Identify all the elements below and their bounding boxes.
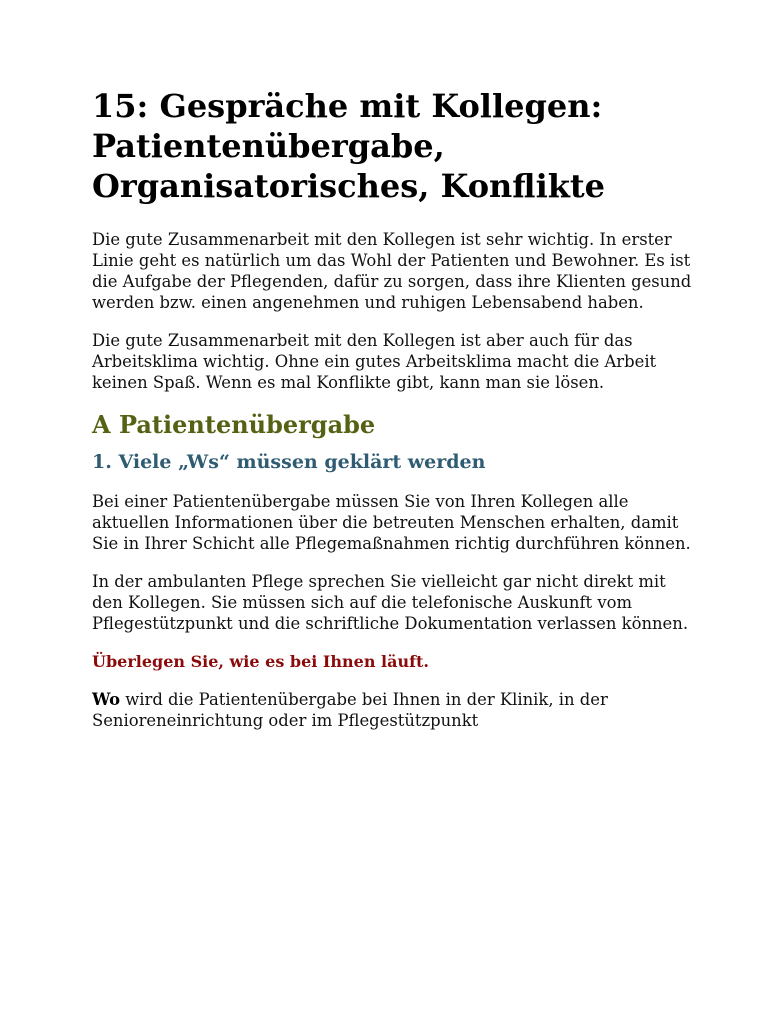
section-paragraph-1: Bei einer Patientenübergabe müssen Sie von Ihren Kollegen alle aktuellen Informationen über die betreuten Menschen erhalten, damit Sie in Ihrer Schicht alle Pflegemaßnahmen richtig durchführen können. [92, 492, 691, 553]
question-text: wird die Patientenübergabe bei Ihnen in der Klinik, in der Senioreneinrichtung oder im Pflegestützpunkt [92, 690, 608, 730]
subsection-heading: 1. Viele „Ws“ müssen geklärt werden [92, 451, 486, 473]
question-lead-word: Wo [92, 690, 121, 709]
task-instruction: Überlegen Sie, wie es bei Ihnen läuft. [92, 652, 429, 671]
intro-paragraph-1: Die gute Zusammenarbeit mit den Kollegen ist sehr wichtig. In erster Linie geht es natürlich um das Wohl der Patienten und Bewohner. Es ist die Aufgabe der Pflegenden, dafür zu sorgen, dass ihre Klienten gesund werden bzw. einen angenehmen und ruhigen Lebensabend haben. [92, 230, 692, 312]
document-page [92, 86, 692, 748]
page-title: 15: Gespräche mit Kollegen: Patientenübergabe, Organisatorisches, Konflikte [92, 87, 606, 205]
section-paragraph-2: In der ambulanten Pflege sprechen Sie vielleicht gar nicht direkt mit den Kollegen. Sie müssen sich auf die telefonische Auskunft vom Pflegestützpunkt und die schriftliche Dokumentation verlassen können. [92, 572, 689, 633]
question-paragraph [92, 689, 692, 731]
section-heading: A Patientenübergabe [92, 410, 376, 439]
intro-paragraph-2: Die gute Zusammenarbeit mit den Kollegen ist aber auch für das Arbeitsklima wichtig. Ohne ein gutes Arbeitsklima macht die Arbeit keinen Spaß. Wenn es mal Konflikte gibt, kann man sie lösen. [92, 331, 657, 392]
